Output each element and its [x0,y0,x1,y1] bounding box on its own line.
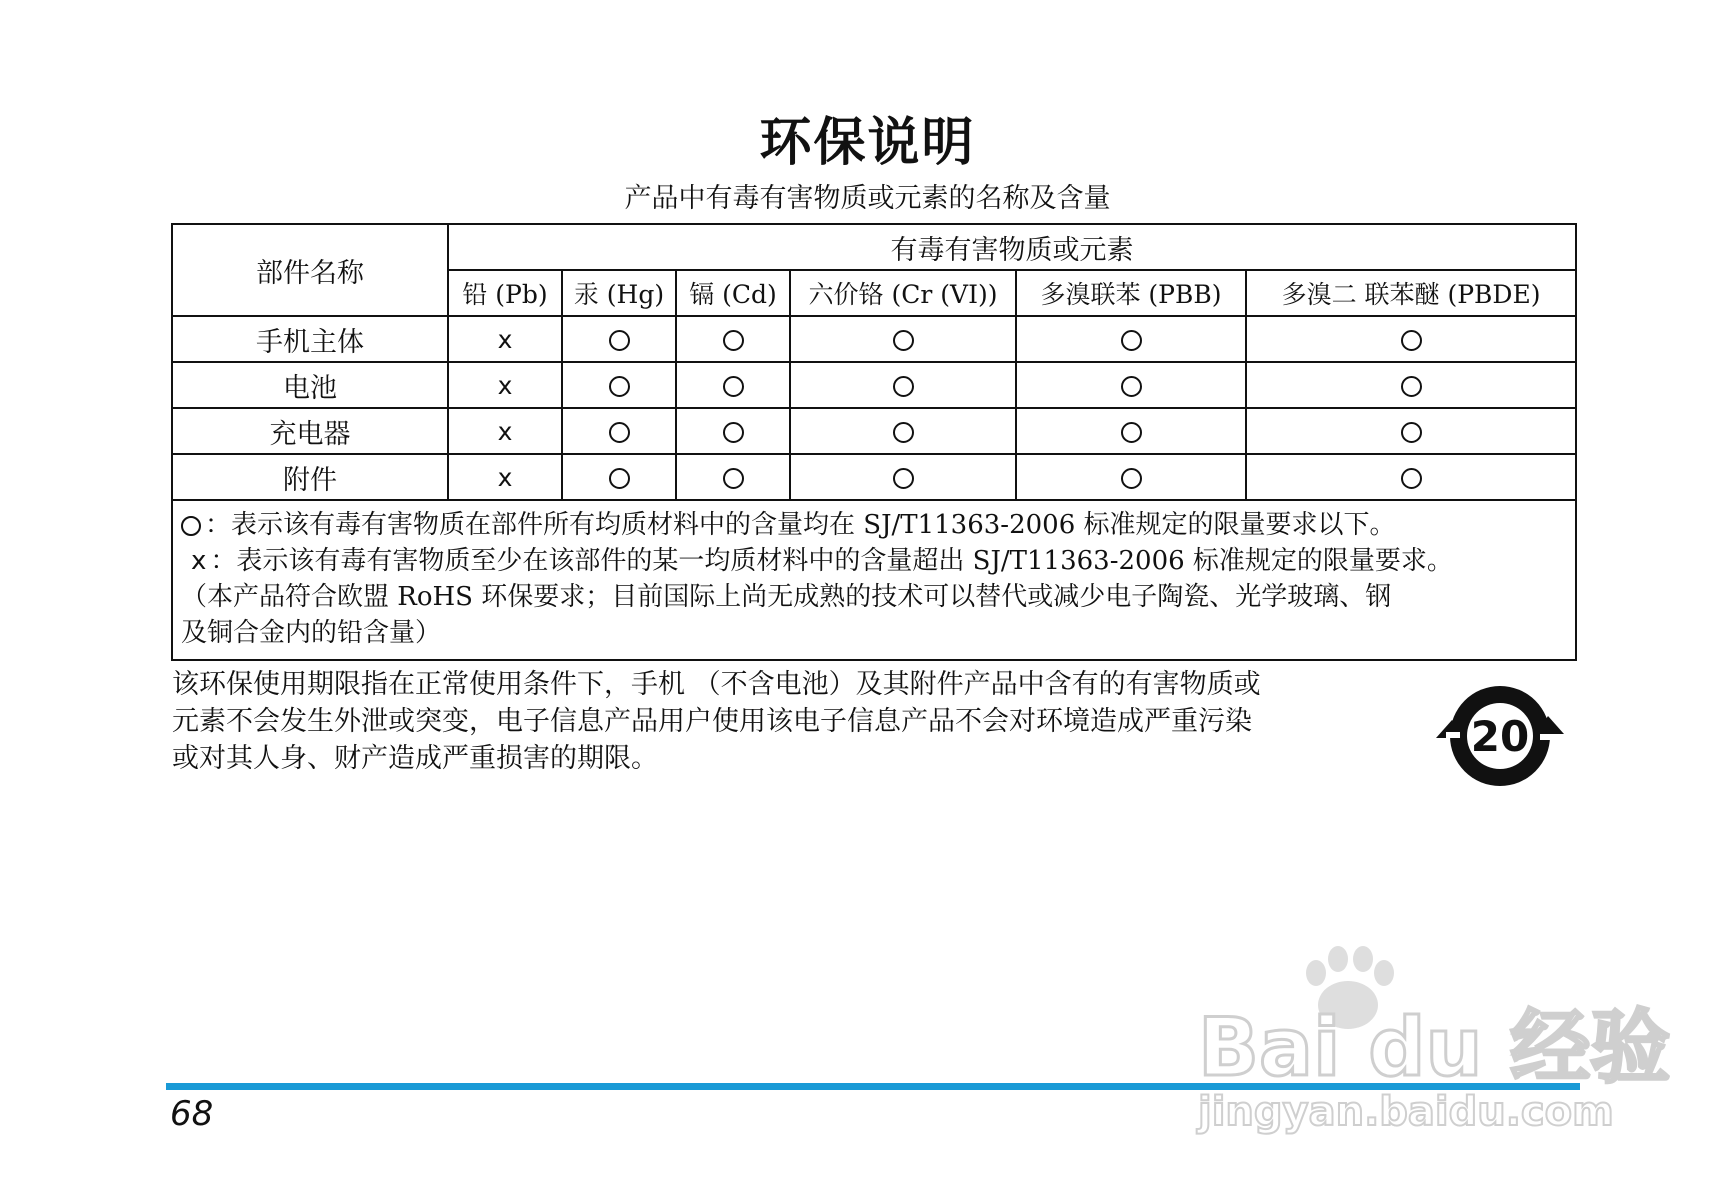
environmental-period-paragraph [172,666,1412,777]
table-row [172,454,1576,500]
circle-mark-icon [723,422,744,443]
paragraph-line: 或对其人身、财产造成严重损害的期限。 [172,743,658,774]
substance-mark-cell [790,362,1016,408]
page-number: 68 [170,1094,214,1134]
circle-mark-icon [1401,468,1422,489]
circle-mark-icon [609,422,630,443]
substance-mark-cell [676,408,790,454]
o-note-text: ：表示该有毒有害物质在部件所有均质材料中的含量均在 SJ/T11363-2006 标准规定的限量要求以下。 [205,510,1396,540]
watermark-url: jingyan.baidu.com [1198,1089,1614,1135]
substance-mark-cell [676,316,790,362]
rohs-note-line-2: 及铜合金内的铅含量） [181,618,442,648]
circle-mark-icon [181,516,201,536]
substance-mark-cell [448,408,562,454]
substance-mark-cell [562,362,676,408]
substance-header-hg: 汞 (Hg) [562,270,676,316]
circle-mark-icon [1121,376,1142,397]
table-row [172,408,1576,454]
x-note-text: ：表示该有毒有害物质至少在该部件的某一均质材料中的含量超出 SJ/T11363-2006 标准规定的限量要求。 [210,546,1453,576]
part-name-cell: 附件 [172,454,448,500]
circle-mark-icon [723,376,744,397]
substance-mark-cell [790,408,1016,454]
paragraph-line: 该环保使用期限指在正常使用条件下，手机 （不含电池）及其附件产品中含有的有害物质或 [172,669,1261,700]
circle-mark-icon [609,468,630,489]
page-title: 环保说明 [759,113,976,173]
substance-mark-cell [1246,316,1576,362]
circle-mark-icon [1121,468,1142,489]
paragraph-line: 元素不会发生外泄或突变，电子信息产品用户使用该电子信息产品不会对环境造成严重污染 [172,706,1252,737]
substance-header-pbde: 多溴二 联苯醚 (PBDE) [1246,270,1576,316]
substance-mark-cell [448,362,562,408]
substance-header-cd: 镉 (Cd) [676,270,790,316]
substance-mark-cell [1016,362,1246,408]
circle-mark-icon [723,330,744,351]
substance-header-cr6: 六价铬 (Cr (VI)) [790,270,1016,316]
x-note-line [181,543,1569,579]
substance-mark-cell [676,362,790,408]
circle-mark-icon [893,468,914,489]
o-note-line [181,507,1569,543]
x-mark: x [497,324,513,354]
circle-mark-icon [893,422,914,443]
watermark-brand: Bai du 经验 [1198,1001,1671,1094]
circle-mark-icon [609,376,630,397]
x-mark: x [497,370,513,400]
circle-mark-icon [1121,422,1142,443]
substance-mark-cell [1246,408,1576,454]
part-name-header: 部件名称 [172,224,448,316]
x-mark: x [497,416,513,446]
substance-mark-cell [1016,316,1246,362]
part-name-cell: 手机主体 [172,316,448,362]
substance-mark-cell [562,454,676,500]
table-row [172,316,1576,362]
substance-mark-cell [1246,454,1576,500]
circle-mark-icon [723,468,744,489]
hazardous-substance-table [171,223,1577,661]
circle-mark-icon [893,330,914,351]
substance-header-pb: 铅 (Pb) [448,270,562,316]
substance-mark-cell [1016,454,1246,500]
substance-mark-cell [790,316,1016,362]
circle-mark-icon [1401,376,1422,397]
substance-mark-cell [562,408,676,454]
substance-mark-cell [790,454,1016,500]
substance-mark-cell [1016,408,1246,454]
substance-mark-cell [562,316,676,362]
table-subtitle: 产品中有毒有害物质或元素的名称及含量 [624,183,1111,214]
part-name-cell: 充电器 [172,408,448,454]
circle-mark-icon [1401,330,1422,351]
badge-number: 20 [1470,712,1530,761]
circle-mark-icon [1401,422,1422,443]
efup-20-year-logo-icon [1436,680,1564,792]
circle-mark-icon [893,376,914,397]
circle-mark-icon [1121,330,1142,351]
substance-mark-cell [448,316,562,362]
table-notes [172,500,1576,660]
substance-mark-cell [448,454,562,500]
baidu-jingyan-watermark [1198,945,1671,1135]
circle-mark-icon [609,330,630,351]
substance-group-header: 有毒有害物质或元素 [448,224,1576,270]
rohs-note-line-1: （本产品符合欧盟 RoHS 环保要求；目前国际上尚无成熟的技术可以替代或减少电子陶瓷、光学玻璃、钢 [181,582,1392,612]
table-row [172,362,1576,408]
x-mark-symbol: x [191,546,207,576]
x-mark: x [497,462,513,492]
part-name-cell: 电池 [172,362,448,408]
substance-header-pbb: 多溴联苯 (PBB) [1016,270,1246,316]
substance-mark-cell [676,454,790,500]
substance-mark-cell [1246,362,1576,408]
